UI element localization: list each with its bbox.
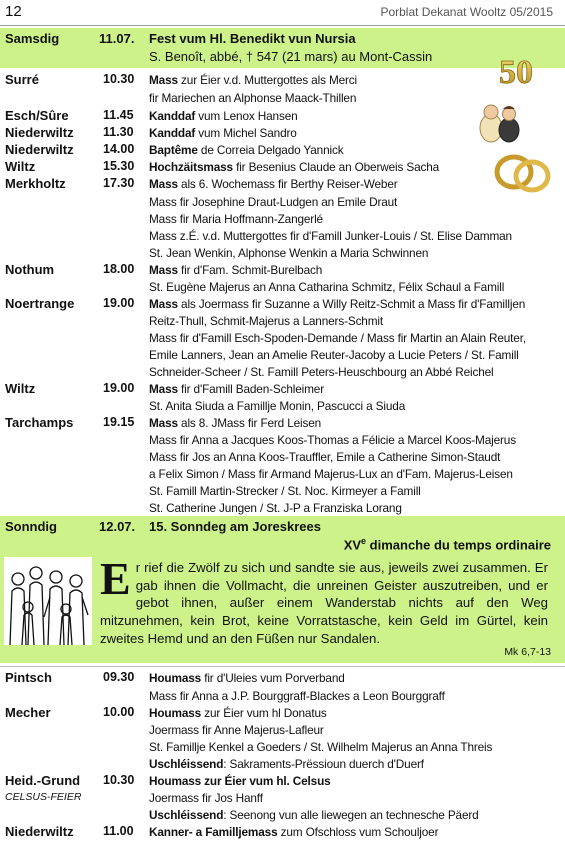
time: 17.30: [103, 176, 135, 190]
list-item: [0, 500, 565, 517]
time: 14.00: [103, 142, 135, 156]
list-item: [0, 705, 565, 722]
list-item: [0, 483, 565, 500]
entry-text: Mass als 6. Wochemass fir Berthy Reiser-Weber: [149, 177, 398, 191]
location: Nothum: [5, 262, 55, 277]
entry-text: Mass z.É. v.d. Muttergottes fir d'Famill Junker-Louis / St. Elise Damman: [149, 229, 512, 243]
entry-text: Mass fir d'Famill Baden-Schleimer: [149, 382, 324, 396]
list-item: [0, 415, 565, 432]
entry-text: Mass fir d'Fam. Schmit-Burelbach: [149, 263, 323, 277]
event-label: CELSUS-FEIER: [5, 791, 82, 803]
time: 11.45: [103, 108, 134, 122]
list-item: [0, 466, 565, 483]
location: Heid.-Grund: [5, 773, 81, 788]
location: Merkholtz: [5, 176, 66, 191]
list-item: [0, 90, 565, 107]
entry-text: St. Famillje Kenkel a Goeders / St. Wilhelm Majerus an Anna Threis: [149, 740, 493, 754]
entry-text: St. Famill Martin-Strecker / St. Noc. Kirmeyer a Famill: [149, 484, 421, 498]
entry-text: Kanddaf vum Michel Sandro: [149, 126, 297, 140]
list-item: [0, 807, 565, 824]
entry-text: Kanddaf vum Lenox Hansen: [149, 109, 298, 123]
entry-text: Mass fir Maria Hoffmann-Zangerlé: [149, 212, 323, 226]
day-date: 11.07.: [99, 31, 135, 46]
location: Wiltz: [5, 159, 36, 174]
list-item: [0, 722, 565, 739]
time: 10.30: [103, 773, 135, 787]
list-item: [0, 670, 565, 687]
list-item: [0, 688, 565, 705]
location: Noertrange: [5, 296, 75, 311]
list-item: [0, 381, 565, 398]
time: 09.30: [103, 670, 135, 684]
time: 19.00: [103, 296, 135, 310]
location: Niederwiltz: [5, 142, 74, 157]
list-item: [0, 432, 565, 449]
entry-text: St. Catherine Jungen / St. J-P a Franziska Lorang: [149, 501, 402, 515]
time: 10.00: [103, 705, 135, 719]
entry-text: Houmass fir d'Uleies vum Porverband: [149, 671, 345, 685]
list-item: [0, 262, 565, 279]
entry-text: Mass fir Anna a J.P. Bourggraff-Blackes a Leon Bourggraff: [149, 689, 445, 703]
entry-text: Joermass fir Anne Majerus-Lafleur: [149, 723, 324, 737]
location: Mecher: [5, 705, 51, 720]
publication-title: Porblat Dekanat Wooltz 05/2015: [380, 5, 553, 19]
day-name: Sonndig: [5, 519, 57, 534]
time: 10.30: [103, 72, 135, 86]
list-item: [0, 176, 565, 193]
time: 18.00: [103, 262, 135, 276]
entry-text: Hochzäitsmass fir Besenius Claude an Oberweis Sacha: [149, 160, 440, 174]
list-item: [0, 125, 565, 142]
list-item: [0, 756, 565, 773]
gospel-reference: Mk 6,7-13: [504, 646, 551, 658]
time: 11.30: [103, 125, 134, 139]
entry-text: Mass als Joermass fir Suzanne a Willy Reitz-Schmit a Mass fir d'Familljen: [149, 297, 526, 311]
time: 19.00: [103, 381, 135, 395]
gospel-box: [0, 553, 565, 663]
list-item: [0, 313, 565, 330]
list-item: [0, 449, 565, 466]
entry-text: Mass fir Jos an Anna Koos-Trauffler, Emile a Catherine Simon-Staudt: [149, 450, 501, 464]
entry-text: St. Anita Siuda a Famillje Monin, Pascucci a Siuda: [149, 399, 406, 413]
entry-text: a Felix Simon / Mass fir Armand Majerus-Lux an d'Fam. Majerus-Leisen: [149, 467, 513, 481]
time: 19.15: [103, 415, 135, 429]
drop-cap: E: [100, 553, 131, 604]
entry-text: Mass fir Anna a Jacques Koos-Thomas a Félicie a Marcel Koos-Majerus: [149, 433, 516, 447]
entry-text: Houmass zur Éier vum hl. Celsus: [149, 774, 331, 788]
location: Wiltz: [5, 381, 36, 396]
sunday-subtitle: XVe dimanche du temps ordinaire: [343, 536, 551, 553]
feast-title: Fest vum Hl. Benedikt vun Nursia: [149, 31, 356, 46]
location: Esch/Sûre: [5, 108, 69, 123]
entry-text: Baptême de Correia Delgado Yannick: [149, 143, 344, 157]
location: Tarchamps: [5, 415, 74, 430]
apostles-illustration: [4, 557, 92, 645]
gospel-text: Er rief die Zwölf zu sich und sandte sie aus, jeweils zwei zusammen. Er gab ihnen die Vollmacht, die unreinen Geister auszutreiben, und er gebot ihnen, außer einem Wanderstab nichts auf den Weg mitzunehmen, kein Brot, keine Vorratstasche, kein Geld im Gürtel, kein zweites Hemd und an den Füßen nur Sandalen.: [100, 553, 548, 646]
list-item: [0, 211, 565, 228]
anniversary-number: 50: [499, 54, 533, 91]
list-item: [0, 194, 565, 211]
entry-text: Mass fir d'Famill Esch-Spoden-Demande / Mass fir Martin an Alain Reuter,: [149, 331, 526, 345]
entry-text: fir Mariechen an Alphonse Maack-Thillen: [149, 91, 357, 105]
list-item: [0, 142, 565, 159]
section-divider: [0, 666, 565, 667]
time: 15.30: [103, 159, 135, 173]
entry-text: Reitz-Thull, Schmit-Majerus a Lanners-Schmit: [149, 314, 383, 328]
list-item: [0, 790, 565, 807]
location: Niederwiltz: [5, 824, 74, 839]
entry-text: St. Jean Wenkin, Alphonse Wenkin a Maria Schwinnen: [149, 246, 429, 260]
list-item: [0, 398, 565, 415]
list-item: [0, 72, 565, 89]
list-item: [0, 279, 565, 296]
list-item: [0, 159, 565, 176]
list-item: [0, 824, 565, 841]
header-divider: [0, 25, 565, 26]
page-header: [0, 0, 565, 26]
location: Pintsch: [5, 670, 52, 685]
entry-text: St. Eugène Majerus an Anna Catharina Schmitz, Félix Schaul a Famill: [149, 280, 505, 294]
entry-text: Uschléissend: Seenong vun alle liewegen an technesche Päerd: [149, 808, 479, 822]
list-item: [0, 108, 565, 125]
entry-text: Mass fir Josephine Draut-Ludgen an Emile Draut: [149, 195, 398, 209]
entry-text: Houmass zur Éier vum hl Donatus: [149, 706, 327, 720]
entry-text: Kanner- a Familljemass zum Ofschloss vum Schouljoer: [149, 825, 439, 839]
list-item: [0, 228, 565, 245]
day-date: 12.07.: [99, 519, 136, 534]
entry-text: Mass zur Éier v.d. Muttergottes als Merci: [149, 73, 358, 87]
entry-text: Uschléissend: Sakraments-Prëssioun duerch d'Duerf: [149, 757, 424, 771]
sunday-title: 15. Sonndeg am Joreskrees: [149, 519, 321, 534]
location: Surré: [5, 72, 39, 87]
entry-text: Emile Lanners, Jean an Amelie Reuter-Jacoby a Lucie Peters / St. Famill: [149, 348, 519, 362]
list-item: [0, 296, 565, 313]
entry-text: Mass als 8. JMass fir Ferd Leisen: [149, 416, 322, 430]
list-item: [0, 330, 565, 347]
sunday-header: [0, 516, 565, 554]
location: Niederwiltz: [5, 125, 74, 140]
day-name: Samsdig: [5, 31, 60, 46]
list-item: [0, 347, 565, 364]
page-number: 12: [5, 3, 22, 20]
list-item: [0, 364, 565, 381]
entry-text: Schneider-Scheer / St. Famill Peters-Heuschbourg an Abbé Reichel: [149, 365, 494, 379]
list-item: [0, 739, 565, 756]
list-item: [0, 773, 565, 790]
feast-subtitle: S. Benoît, abbé, † 547 (21 mars) au Mont-Cassin: [149, 49, 433, 64]
time: 11.00: [103, 824, 134, 838]
entry-text: Joermass fir Jos Hanff: [149, 791, 263, 805]
list-item: [0, 245, 565, 262]
